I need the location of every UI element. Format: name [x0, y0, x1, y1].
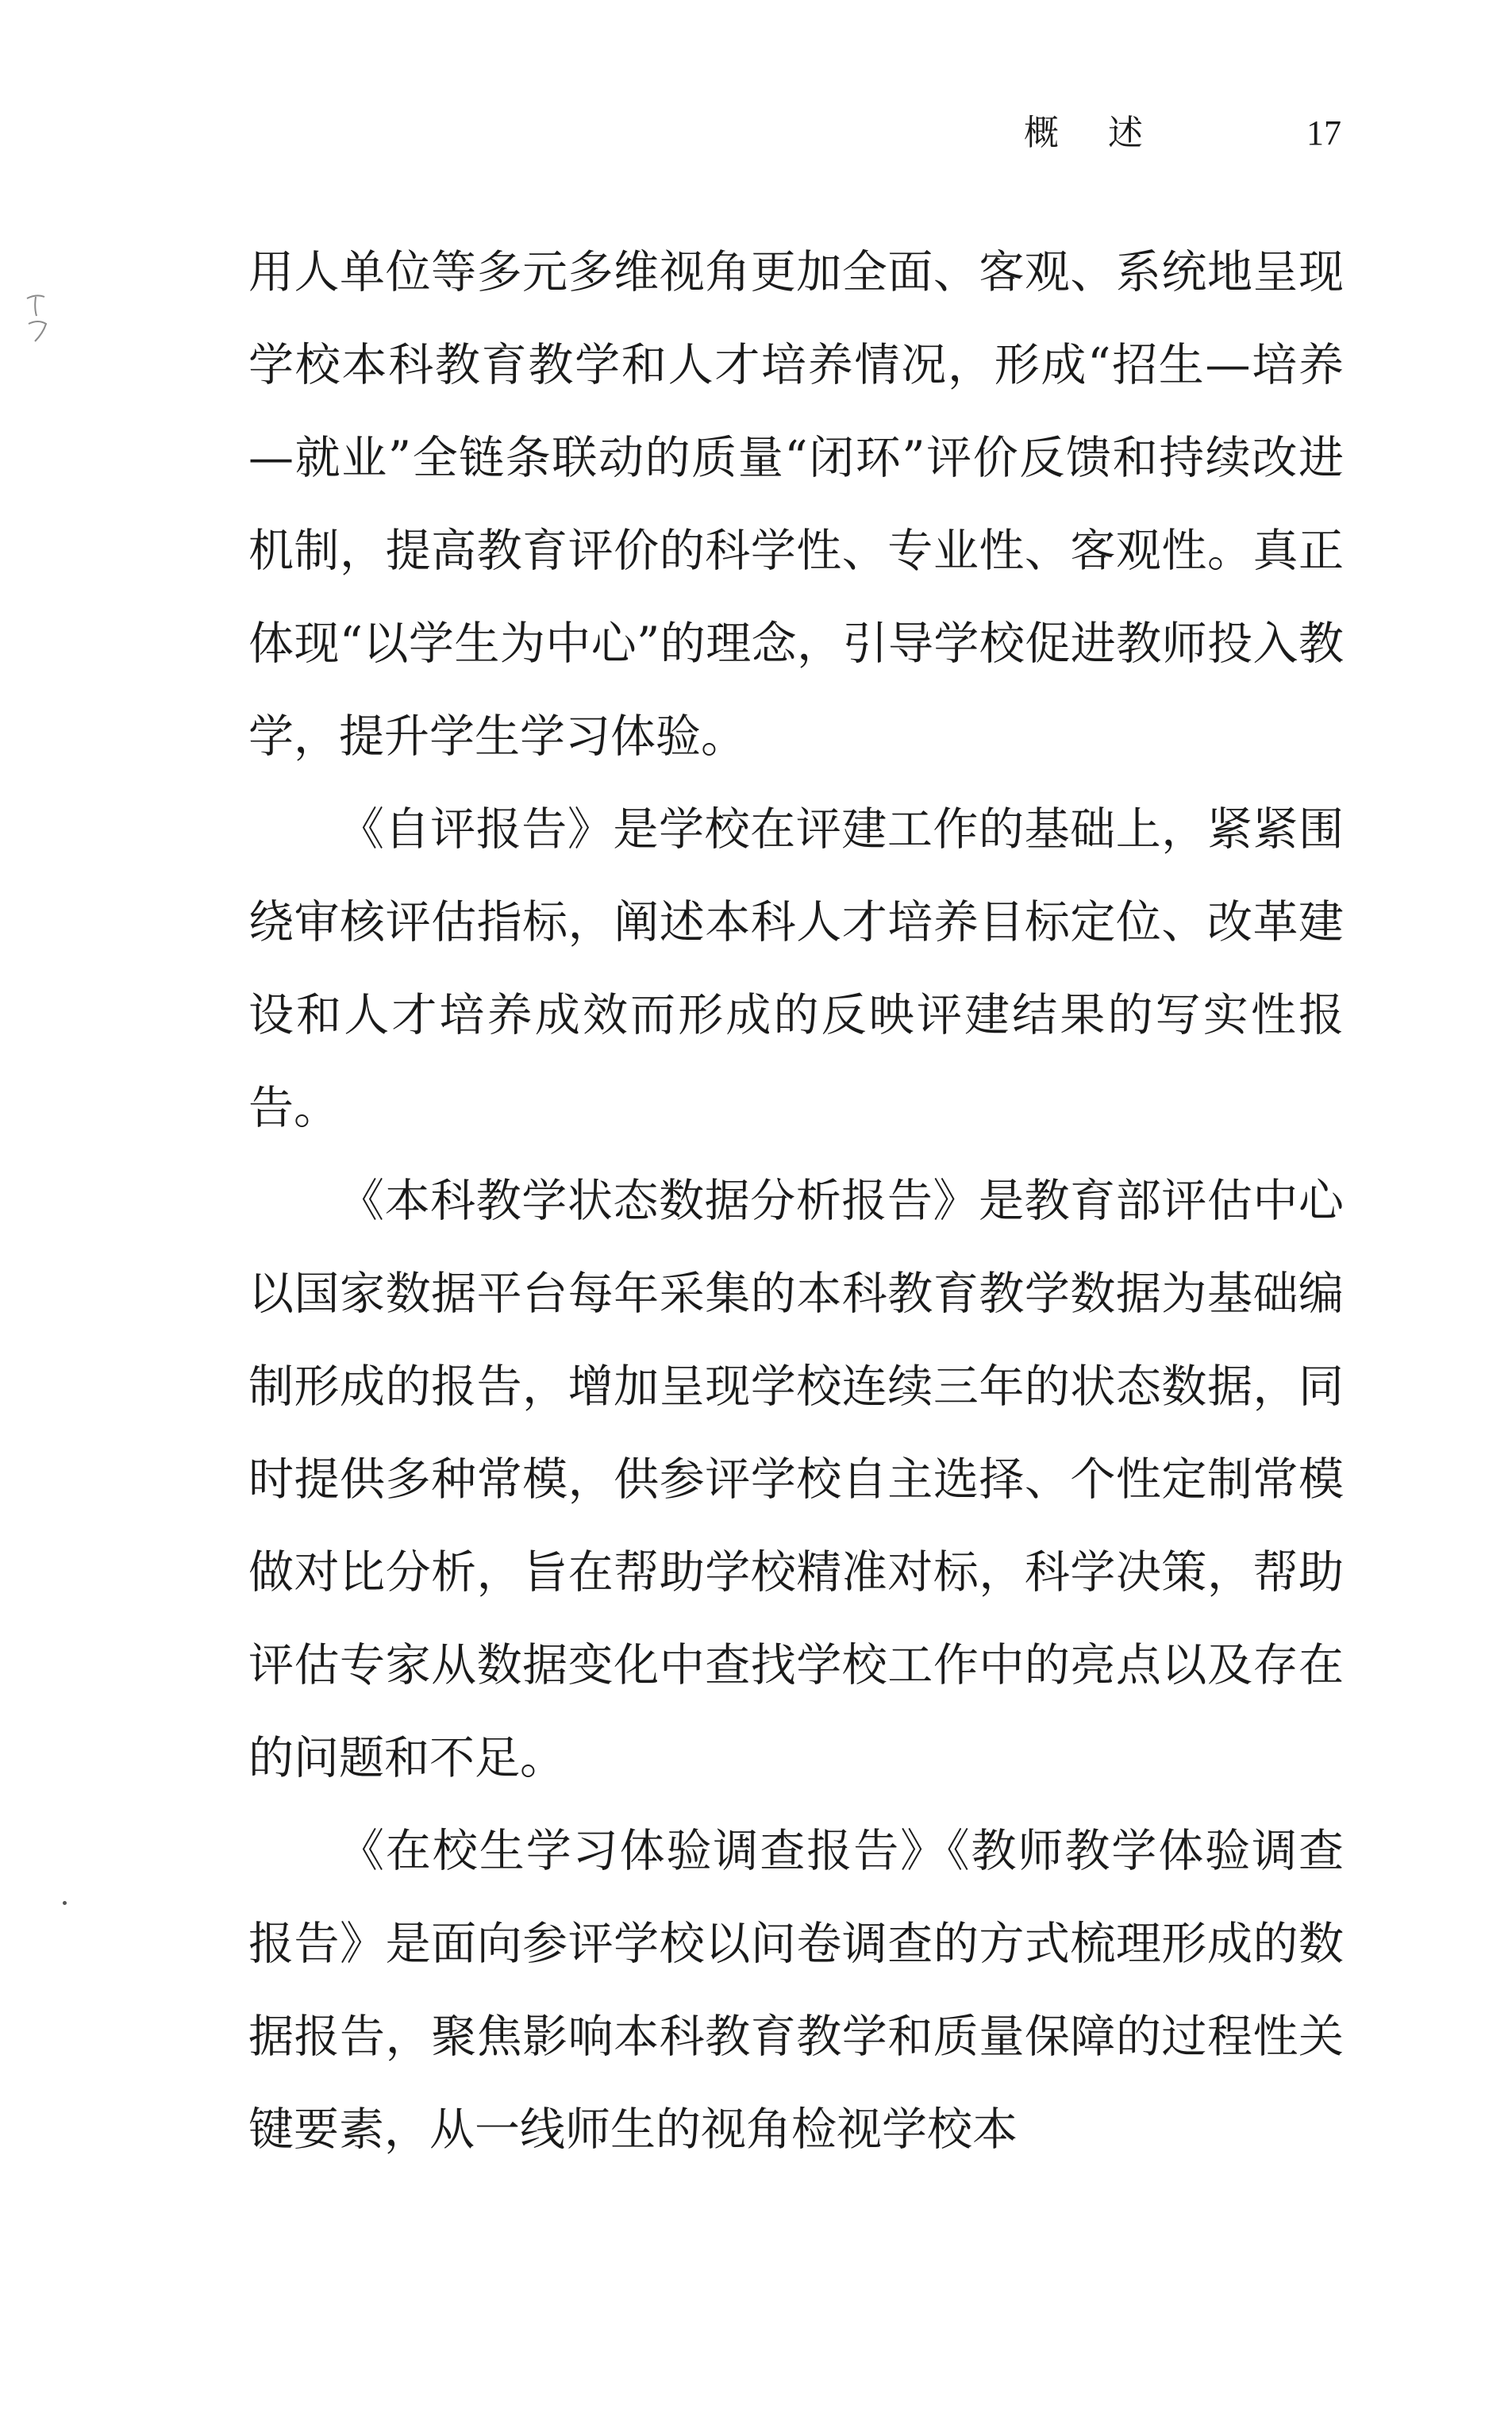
paragraph-survey-reports: 《在校生学习体验调查报告》《教师教学体验调查报告》是面向参评学校以问卷调查的方式梳理形成的数据报告，聚焦影响本科教育教学和质量保障的过程性关键要素，从一线师生的视角检视学校本: [248, 1825, 1344, 2156]
paragraph-continued: 用人单位等多元多维视角更加全面、客观、系统地呈现学校本科教育教学和人才培养情况，形成“招生—培养—就业”全链条联动的质量“闭环”评价反馈和持续改进机制，提高教育评价的科学性、专业性、客观性。真正体现“以学生为中心”的理念，引导学校促进教师投入教学，提升学生学习体验。: [248, 246, 1344, 763]
paragraph-self-evaluation-report: 《自评报告》是学校在评建工作的基础上，紧紧围绕审核评估指标，阐述本科人才培养目标定位、改革建设和人才培养成效而形成的反映评建结果的写实性报告。: [248, 803, 1344, 1134]
body-text: [248, 226, 1344, 2176]
scan-speck: [63, 1901, 67, 1905]
paragraph-teaching-data-report: 《本科教学状态数据分析报告》是教育部评估中心以国家数据平台每年采集的本科教育教学数据为基础编制形成的报告，增加呈现学校连续三年的状态数据，同时提供多种常模，供参评学校自主选择、个性定制常模做对比分析，旨在帮助学校精准对标，科学决策，帮助评估专家从数据变化中查找学校工作中的亮点以及存在的问题和不足。: [248, 1175, 1344, 1784]
section-title: 概述: [1024, 113, 1192, 153]
pencil-mark-icon: [22, 292, 54, 348]
running-head: [1024, 102, 1341, 165]
page-number: 17: [1306, 114, 1341, 152]
